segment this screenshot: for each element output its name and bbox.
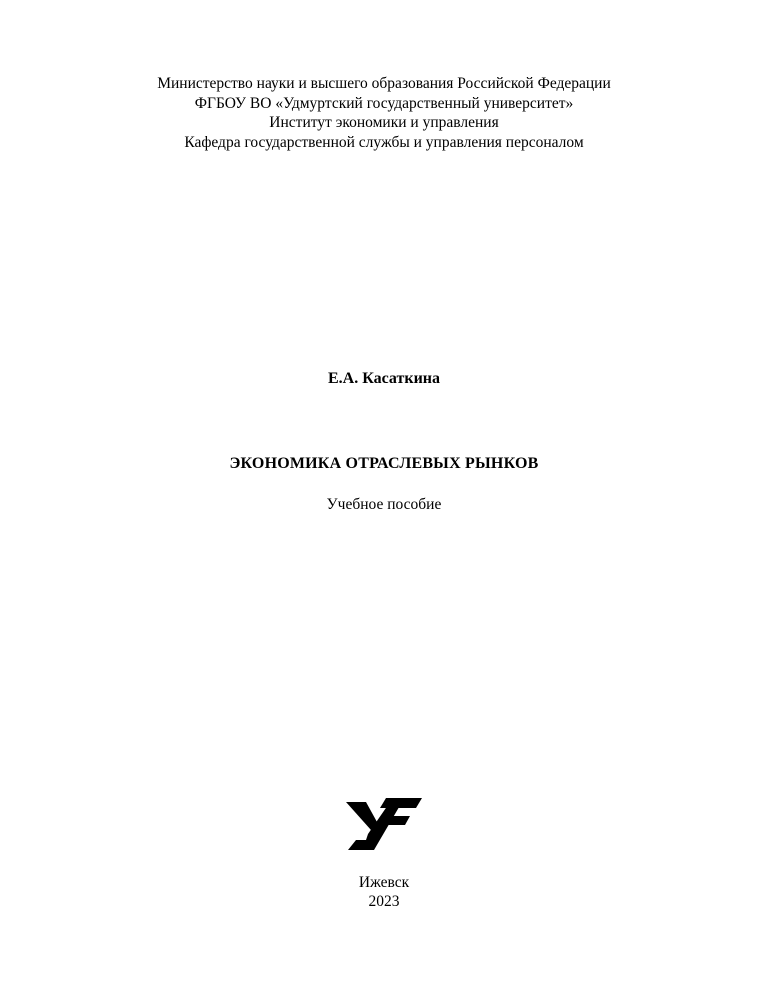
city-name: Ижевск <box>358 874 410 891</box>
author-name: Е.А. Касаткина <box>327 370 440 387</box>
ministry-line: Министерство науки и высшего образования Российской Федерации <box>157 75 611 92</box>
logo-graphic <box>344 796 424 852</box>
document-subtitle: Учебное пособие <box>326 496 442 513</box>
document-title: ЭКОНОМИКА ОТРАСЛЕВЫХ РЫНКОВ <box>229 455 539 472</box>
department-line: Кафедра государственной службы и управления персоналом <box>184 133 584 151</box>
university-logo-icon <box>344 796 424 852</box>
institution-header <box>0 74 768 152</box>
publication-place <box>0 873 768 911</box>
publication-year: 2023 <box>368 893 400 910</box>
university-line: ФГБОУ ВО «Удмуртский государственный университет» <box>194 94 574 112</box>
institute-line: Институт экономики и управления <box>269 114 499 131</box>
